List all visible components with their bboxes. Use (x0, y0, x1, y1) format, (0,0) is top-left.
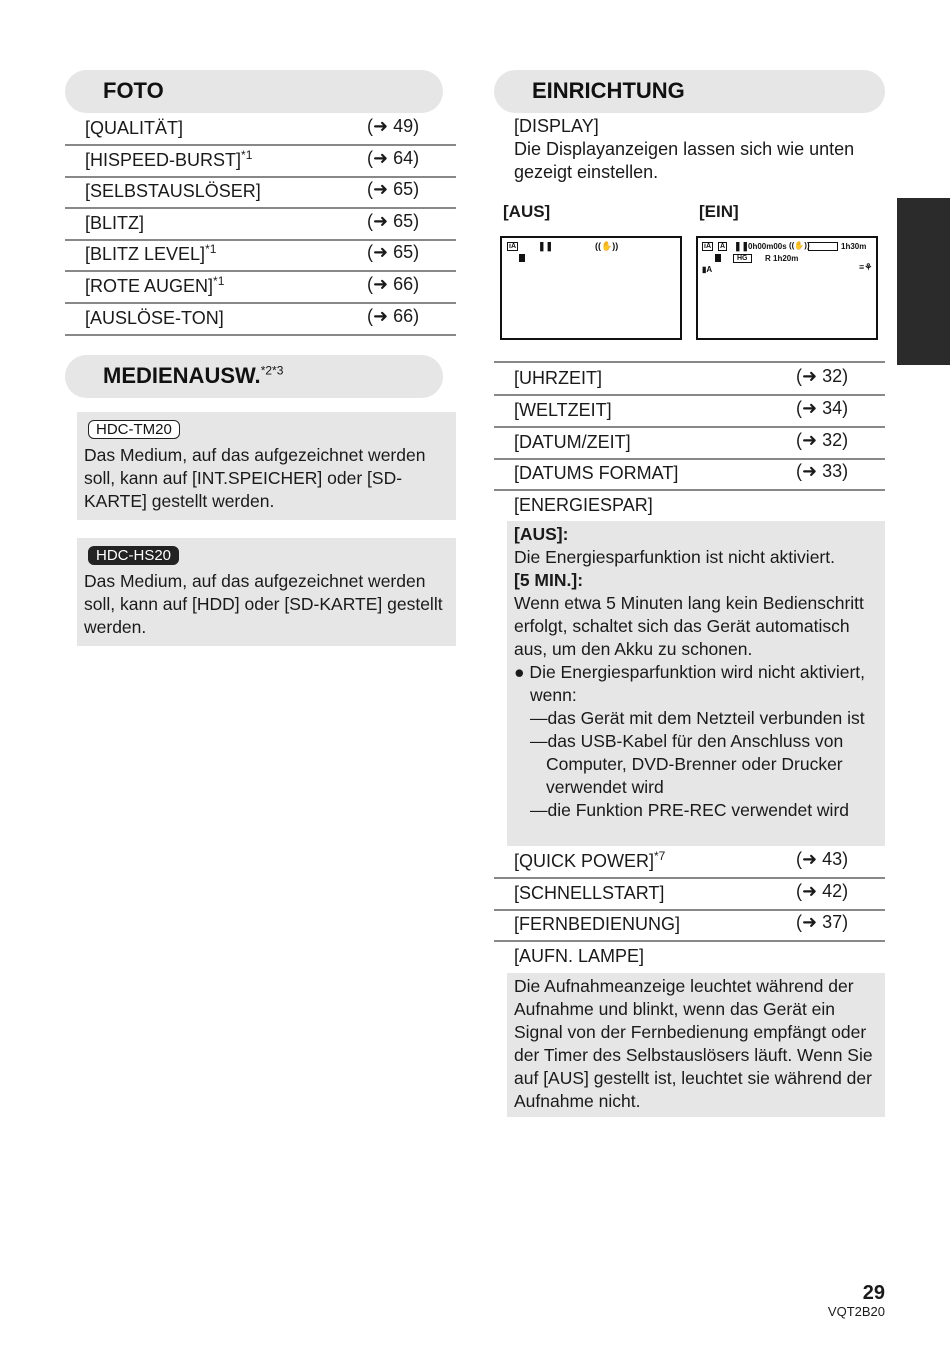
menu-row (494, 941, 885, 972)
menu-row-label: [AUSLÖSE-TON] (85, 307, 224, 328)
auto-mode-icon: iA (704, 243, 711, 250)
stabilizer-icon: ((✋)) (595, 241, 619, 251)
menu-row (65, 208, 456, 241)
rec-remaining: R 1h20m (765, 254, 799, 263)
page-reference: (➜ 34) (796, 397, 849, 418)
pause-icon: ❚❚ (538, 241, 554, 251)
menu-row-label: [ROTE AUGEN]$^{*1}$ (85, 274, 225, 296)
pause-icon: ❚❚ (734, 241, 750, 251)
chapter-tab (897, 198, 950, 365)
menu-row-label: [HISPEED-BURST]$^{*1}$ (85, 147, 253, 170)
display-desc: Die Displayanzeigen lassen sich wie unten gezeigt einstellen. (514, 139, 855, 182)
auto-mode-icon: iA (509, 243, 516, 250)
menu-row (494, 395, 885, 428)
sd-card-icon (519, 254, 525, 262)
menu-row-label: [ENERGIESPAR] (514, 495, 653, 516)
menu-row (65, 113, 456, 146)
menu-row (494, 490, 885, 521)
wind-cut-icon: ≡⚘ (859, 262, 873, 272)
battery-icon (808, 242, 838, 251)
energiespar-dash-2: —das USB-Kabel für den Anschluss von Computer, DVD-Brenner oder Drucker verwendet wird (530, 731, 844, 797)
energiespar-aus-head: [AUS]: (514, 524, 569, 544)
lcd-preview-aus (500, 236, 682, 340)
energiespar-dash-3: —die Funktion PRE-REC verwendet wird (530, 800, 850, 820)
page-reference: (➜ 65) (367, 242, 420, 263)
remaining-time: 1h30m (841, 242, 867, 251)
einrichtung-header (494, 70, 885, 113)
menu-row (494, 846, 885, 879)
page-reference: (➜ 42) (796, 880, 849, 901)
menu-row-label: [DATUM/ZEIT] (514, 431, 631, 452)
ein-label: [EIN] (699, 202, 739, 221)
page-reference: (➜ 33) (796, 461, 849, 482)
lampe-text: Die Aufnahmeanzeige leuchtet während der Aufnahme und blinkt, wenn das Gerät ein Signal von der Fernbedienung empfängt oder der Timer des Selbstauslösers läuft. Wenn Sie auf [AUS] gestellt ist, leuchtet sie während der Aufnahme nicht. (514, 976, 873, 1111)
menu-row-label: [DATUMS FORMAT] (514, 463, 679, 484)
menu-row (494, 909, 885, 942)
tm20-text: Das Medium, auf das aufgezeichnet werden soll, kann auf [INT.SPEICHER] oder [SD-KARTE] gestellt werden. (84, 445, 426, 511)
menu-row-label: [FERNBEDIENUNG] (514, 914, 681, 935)
hs20-text: Das Medium, auf das aufgezeichnet werden soll, kann auf [HDD] oder [SD-KARTE] gestellt werden. (84, 571, 443, 637)
page-number: 29 (862, 1282, 885, 1304)
menu-row-label: [WELTZEIT] (514, 399, 612, 420)
tm20-box (77, 412, 456, 520)
foto-title: FOTO (103, 78, 164, 103)
page-reference: (➜ 65) (367, 210, 420, 231)
energiespar-box (507, 521, 885, 846)
page-reference: (➜ 49) (367, 116, 420, 136)
hs20-box (77, 538, 456, 646)
menu-row (494, 878, 885, 911)
energiespar-min-head: [5 MIN.]: (514, 570, 584, 590)
intelligent-af-icon: ▮A (702, 265, 713, 274)
page-reference: (➜ 32) (796, 366, 849, 386)
display-label: [DISPLAY] (514, 116, 599, 136)
energiespar-aus-text: Die Energiesparfunktion ist nicht aktiviert. (514, 547, 835, 567)
menu-row (494, 427, 885, 460)
page-reference: (➜ 32) (796, 429, 849, 450)
lampe-box (507, 973, 885, 1117)
menu-row-label: [BLITZ LEVEL]$^{*1}$ (85, 242, 217, 265)
menu-row-label: [SCHNELLSTART] (514, 882, 665, 903)
model-tag-hs20: HDC-HS20 (88, 546, 179, 565)
menu-row (494, 458, 885, 491)
menu-row-label: [BLITZ] (85, 212, 145, 233)
page-reference: (➜ 66) (367, 305, 420, 326)
rec-mode-badge: HG (733, 254, 752, 263)
menu-row-label: [QUICK POWER]$^{*7}$ (514, 849, 666, 871)
medien-title: MEDIENAUSW.$^{*2*3}$ (103, 363, 284, 388)
page-reference: (➜ 43) (796, 849, 849, 869)
menu-row-label: [AUFN. LAMPE] (514, 945, 645, 966)
menu-row (65, 145, 456, 178)
page-reference: (➜ 37) (796, 912, 849, 933)
aus-label: [AUS] (503, 202, 551, 221)
menu-row-label: [SELBSTAUSLÖSER] (85, 181, 261, 202)
page-reference: (➜ 65) (367, 179, 420, 200)
sd-card-icon (715, 254, 721, 262)
lcd-preview-ein (696, 236, 878, 340)
menu-row (65, 271, 456, 304)
stabilizer-icon: ((✋)) (789, 241, 810, 250)
energiespar-dash-1: —das Gerät mit dem Netzteil verbunden ist (530, 708, 865, 728)
menu-row-label: [QUALITÄT] (85, 118, 184, 138)
scene-icon: A (720, 243, 726, 250)
page-reference: (➜ 66) (367, 274, 420, 294)
menu-row-label: [UHRZEIT] (514, 368, 602, 388)
document-code: VQT2B20 (827, 1304, 885, 1319)
menu-row (65, 303, 456, 336)
menu-row (65, 176, 456, 209)
menu-row (494, 363, 885, 396)
einrichtung-title: EINRICHTUNG (532, 78, 685, 103)
medien-header (65, 355, 443, 398)
foto-header (65, 70, 443, 113)
energiespar-bullet: ● Die Energiesparfunktion wird nicht aktiviert, wenn: (514, 662, 865, 705)
energiespar-min-text: Wenn etwa 5 Minuten lang kein Bedienschritt erfolgt, schaltet sich das Gerät automatisch aus, um den Akku zu schonen. (514, 593, 864, 659)
model-tag-tm20: HDC-TM20 (88, 420, 180, 439)
menu-row (65, 239, 456, 272)
rec-time-counter: 0h00m00s (748, 242, 787, 251)
page-reference: (➜ 64) (367, 147, 420, 168)
